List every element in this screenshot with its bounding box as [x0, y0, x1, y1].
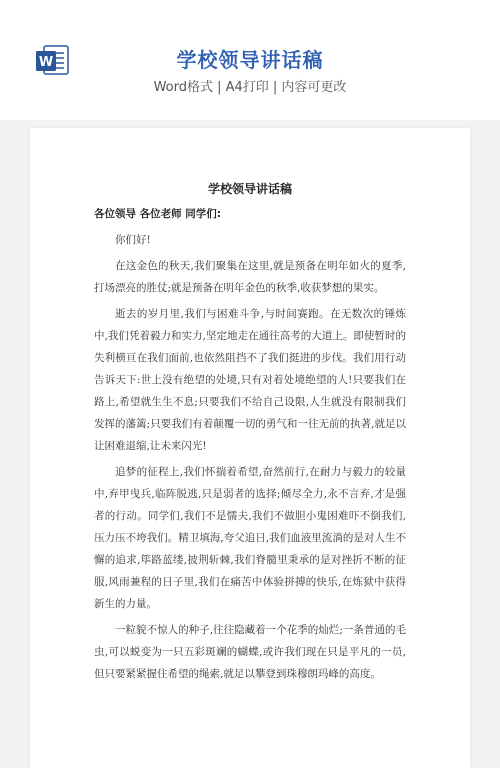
header-banner: [0, 0, 500, 120]
document-title: 学校领导讲话稿: [207, 182, 292, 196]
salutation: 各位领导 各位老师 同学们:: [94, 208, 222, 220]
document-page: [30, 128, 470, 768]
paragraph: 在这金色的秋天,我们聚集在这里,就是预备在明年如火的夏季,打场漂亮的胜仗;就是预备在明年金色的秋季,收获梦想的果实。: [94, 260, 406, 294]
paragraph: 逝去的岁月里,我们与困难斗争,与时间赛跑。在无数次的锤炼中,我们凭着毅力和实力,坚定地走在通往高考的大道上。即使暂时的失利横亘在我们面前,也依然阻挡不了我们挺进的步伐。我们用行动告诉天下:世上没有绝望的处境,只有对着处境绝望的人!只要我们在路上,希望就生生不息;只要我们不给自己设限,人生就没有限制我们发挥的藩篱;只要我们有着颠覆一切的勇气和一往无前的执著,就足以让困难退缩,让未来闪光!: [94, 308, 406, 452]
document-body: [94, 203, 406, 689]
banner-subtitle: Word格式 | A4打印 | 内容可更改: [153, 80, 347, 95]
paragraph: 一粒貌不惊人的种子,往往隐藏着一个花季的灿烂;一条普通的毛虫,可以蜕变为一只五彩斑斓的蝴蝶,或许我们现在只是平凡的一员,但只要紧紧握住希望的绳索,就足以攀登到珠穆朗玛峰的高度。: [94, 624, 406, 680]
paragraph-greeting: 你们好!: [115, 234, 151, 246]
banner-title: 学校领导讲话稿: [176, 48, 324, 72]
word-logo-letter: W: [38, 55, 54, 70]
paragraph: 追梦的征程上,我们怀揣着希望,奋然前行,在耐力与毅力的较量中,弃甲曳兵,临阵脱逃,只是弱者的选择;倾尽全力,永不言弃,才是强者的行动。同学们,我们不是懦夫,我们不做胆小鬼困难吓不倒我们,压力压不垮我们。精卫填海,夸父追日,我们血液里流淌的是对人生不懈的追求,筚路蓝缕,披荆斩棘,我们脊髓里秉承的是对挫折不断的征服,风雨兼程的日子里,我们在痛苦中体验拼搏的快乐,在炼狱中获得新生的力量。: [94, 466, 406, 610]
